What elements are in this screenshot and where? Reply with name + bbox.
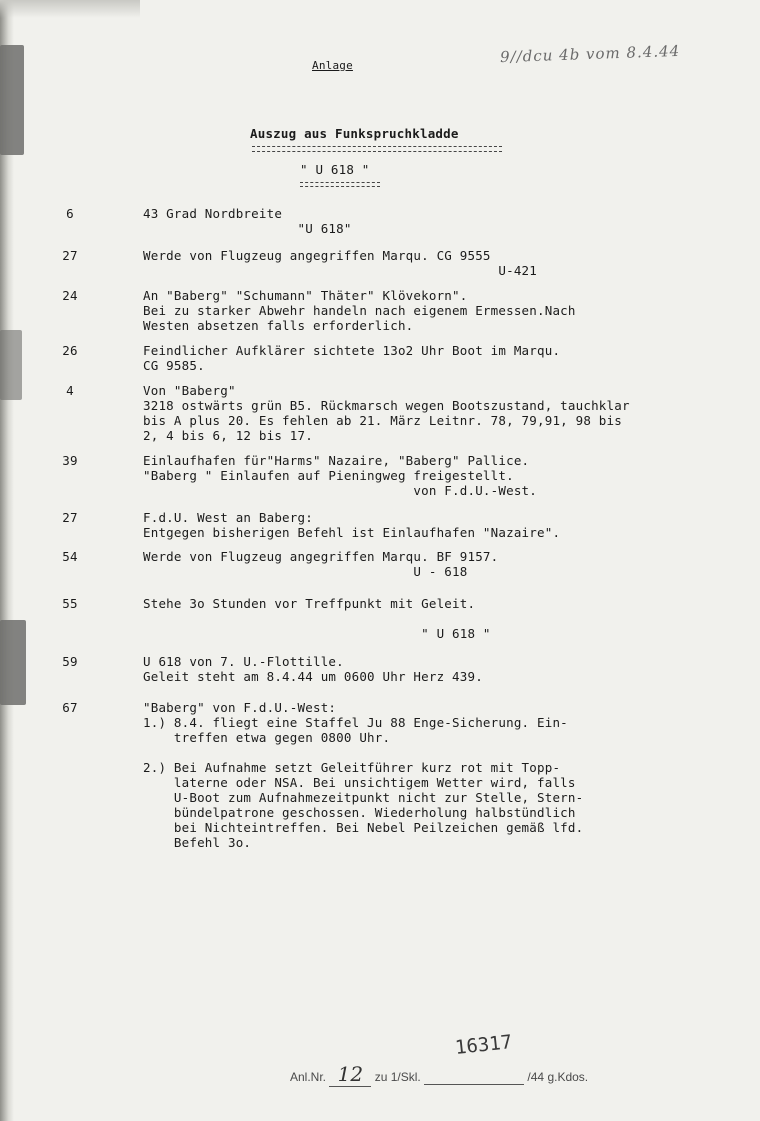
entry-line: bei Nichteintreffen. Bei Nebel Peilzeichen gemäß lfd. — [143, 820, 584, 835]
entry-text — [143, 700, 743, 850]
entry-line: 1.) 8.4. fliegt eine Staffel Ju 88 Enge-Sicherung. Ein- — [143, 715, 568, 730]
annex-prefix: Anl.Nr. — [290, 1070, 327, 1084]
page-edge-shadow — [0, 0, 14, 1121]
entry-number: 39 — [62, 453, 78, 468]
document-subtitle: " U 618 " — [300, 162, 370, 177]
entry-number: 27 — [62, 248, 78, 263]
anlage-label: Anlage — [312, 59, 353, 72]
entry-text — [143, 206, 743, 236]
entry-line: Einlaufhafen für"Harms" Nazaire, "Baberg" Pallice. — [143, 453, 530, 468]
entry-line: Stehe 3o Stunden vor Treffpunkt mit Geleit. — [143, 596, 476, 611]
entry-line: CG 9585. — [143, 358, 205, 373]
entry-line: treffen etwa gegen 0800 Uhr. — [143, 730, 391, 745]
footer-annex-line — [290, 1062, 588, 1087]
annex-middle: zu 1/Skl. — [374, 1070, 421, 1084]
entry-line: bis A plus 20. Es fehlen ab 21. März Leitnr. 78, 79,91, 98 bis — [143, 413, 622, 428]
entry-line: 43 Grad Nordbreite — [143, 206, 283, 221]
entry-text — [143, 596, 743, 641]
document-title: Auszug aus Funkspruchkladde — [250, 126, 459, 141]
entry-number: 6 — [66, 206, 74, 221]
subtitle-underline — [300, 182, 380, 187]
annex-suffix: /44 g.Kdos. — [527, 1070, 589, 1084]
entry-number: 4 — [66, 383, 74, 398]
entry-number: 26 — [62, 343, 78, 358]
entry-line — [143, 745, 743, 760]
entry-line: "Baberg" von F.d.U.-West: — [143, 700, 337, 715]
entry-number: 54 — [62, 549, 78, 564]
entry-line: U - 618 — [143, 564, 468, 579]
entry-line: Werde von Flugzeug angegriffen Marqu. BF 9157. — [143, 549, 499, 564]
annex-number: 12 — [329, 1062, 371, 1087]
binding-mark — [0, 45, 24, 155]
entry-line: Feindlicher Aufklärer sichtete 13o2 Uhr Boot im Marqu. — [143, 343, 561, 358]
reference-number: 16317 — [454, 1031, 514, 1059]
entry-line: U 618 von 7. U.-Flottille. — [143, 654, 344, 669]
entry-text — [143, 453, 743, 498]
entry-number: 24 — [62, 288, 78, 303]
entry-text — [143, 654, 743, 684]
entry-line: Von "Baberg" — [143, 383, 236, 398]
entry-text — [143, 343, 743, 373]
entry-line: U-421 — [143, 263, 538, 278]
entry-text — [143, 248, 743, 278]
entry-text — [143, 510, 743, 540]
entry-line: Geleit steht am 8.4.44 um 0600 Uhr Herz 439. — [143, 669, 483, 684]
entry-number: 55 — [62, 596, 78, 611]
entry-line: laterne oder NSA. Bei unsichtigem Wetter wird, falls — [143, 775, 576, 790]
entry-line — [143, 611, 743, 626]
entry-number: 67 — [62, 700, 78, 715]
page-fold-shadow — [0, 0, 140, 18]
entry-line: Befehl 3o. — [143, 835, 252, 850]
entry-line: Bei zu starker Abwehr handeln nach eigenem Ermessen.Nach — [143, 303, 576, 318]
entry-line: von F.d.U.-West. — [143, 483, 538, 498]
entry-line: Werde von Flugzeug angegriffen Marqu. CG 9555 — [143, 248, 491, 263]
entry-line: 2.) Bei Aufnahme setzt Geleitführer kurz rot mit Topp- — [143, 760, 561, 775]
entry-number: 27 — [62, 510, 78, 525]
entry-line: 3218 ostwärts grün B5. Rückmarsch wegen Bootszustand, tauchklar — [143, 398, 630, 413]
entry-line: 2, 4 bis 6, 12 bis 17. — [143, 428, 313, 443]
entry-line: bündelpatrone geschossen. Wiederholung halbstündlich — [143, 805, 576, 820]
entry-number: 59 — [62, 654, 78, 669]
binding-mark — [0, 330, 22, 400]
entry-text — [143, 288, 743, 333]
entry-text — [143, 549, 743, 579]
annex-blank — [424, 1070, 524, 1085]
entry-line: U-Boot zum Aufnahmezeitpunkt nicht zur Stelle, Stern- — [143, 790, 584, 805]
entry-line: An "Baberg" "Schumann" Thäter" Klövekorn". — [143, 288, 468, 303]
entry-line: Westen absetzen falls erforderlich. — [143, 318, 414, 333]
entry-text — [143, 383, 743, 443]
title-underline — [252, 146, 502, 152]
entry-line: Entgegen bisherigen Befehl ist Einlaufhafen "Nazaire". — [143, 525, 561, 540]
handwritten-reference: 9//dcu 4b vom 8.4.44 — [499, 41, 681, 67]
entry-line: "Baberg " Einlaufen auf Pieningweg freigestellt. — [143, 468, 514, 483]
entry-line: " U 618 " — [143, 626, 491, 641]
binding-mark — [0, 620, 26, 705]
entry-line: F.d.U. West an Baberg: — [143, 510, 313, 525]
entry-line: "U 618" — [143, 221, 352, 236]
